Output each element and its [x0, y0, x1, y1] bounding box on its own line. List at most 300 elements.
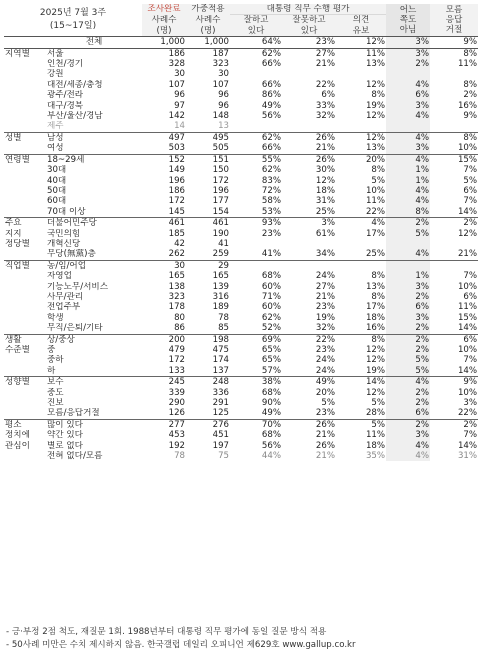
- row-group-label: [4, 271, 46, 281]
- weighted-count-cell: 165: [212, 271, 230, 282]
- footnote-source: - 50사례 미만은 수치 제시하지 않음. 한국갤럽 데일리 오피니언 제629호 www.gallup.co.kr: [6, 640, 356, 650]
- row-group-label: [4, 207, 46, 218]
- good-pct-cell: 53%: [261, 206, 282, 217]
- bad-pct-cell: 27%: [315, 281, 336, 292]
- survey-period-line2: (15~17일): [49, 21, 97, 32]
- poll-table-container: [4, 4, 478, 461]
- row-group-label: [4, 121, 46, 132]
- row-label: 약간 있다: [47, 430, 83, 441]
- good-pct-cell: 68%: [261, 387, 282, 398]
- dont-know-pct-cell: 2%: [386, 419, 430, 430]
- dont-know-pct-cell: 5%: [386, 229, 430, 239]
- bad-pct-cell: 26%: [282, 154, 336, 165]
- row-label: 30대: [47, 165, 67, 176]
- weighted-count-cell: 150: [212, 165, 230, 176]
- weighted-count-cell: 13: [218, 121, 230, 132]
- good-pct-cell: 93%: [230, 218, 282, 229]
- opinion-pct-cell: 16%: [365, 323, 386, 334]
- weighted-count-cell: 96: [218, 100, 230, 111]
- bad-pct-cell: 33%: [315, 100, 336, 111]
- bad-pct-cell: [282, 239, 336, 249]
- no-response-pct-cell: 12%: [457, 228, 478, 239]
- opinion-pct-cell: 19%: [365, 365, 386, 376]
- opinion-pct-cell: [336, 121, 386, 132]
- opinion-pct-cell: 10%: [365, 185, 386, 196]
- sample-count-cell: 152: [142, 154, 186, 165]
- row-group-label: [4, 249, 46, 260]
- good-pct-cell: 86%: [261, 90, 282, 101]
- good-header: 잘하고 있다: [230, 15, 282, 37]
- good-pct-cell: 68%: [261, 271, 282, 282]
- dont-know-pct-cell: 4%: [386, 377, 430, 388]
- bad-pct-cell: 26%: [282, 132, 336, 143]
- row-label: 중하: [47, 355, 64, 366]
- opinion-pct-cell: 17%: [365, 302, 386, 313]
- no-response-pct-cell: 14%: [457, 365, 478, 376]
- good-pct-cell: 55%: [230, 154, 282, 165]
- row-label: 전업주부: [47, 302, 81, 313]
- sample-count-cell: 479: [168, 345, 186, 355]
- weighted-count-cell: 85: [218, 323, 230, 334]
- dont-know-pct-cell: 3%: [386, 282, 430, 292]
- opinion-pct-cell: 13%: [365, 59, 386, 70]
- sample-count-cell: 503: [168, 143, 186, 154]
- survey-period-header: [4, 4, 142, 37]
- sample-count-cell: 126: [168, 408, 186, 419]
- dont-know-pct-cell: 4%: [386, 132, 430, 143]
- good-pct-cell: 56%: [261, 440, 282, 451]
- no-response-pct-cell: 8%: [463, 79, 478, 90]
- dont-know-pct-cell: 3%: [386, 430, 430, 440]
- dont-know-pct-cell: 3%: [386, 313, 430, 323]
- row-group-label: [4, 388, 46, 398]
- table-row: [4, 441, 478, 451]
- row-group-label: 평소: [4, 419, 46, 430]
- row-group-label: [4, 355, 46, 365]
- sample-count-cell: 1,000: [142, 37, 186, 48]
- opinion-pct-cell: 8%: [371, 165, 386, 176]
- no-response-pct-cell: [430, 69, 478, 79]
- sample-count-cell: 149: [168, 165, 186, 176]
- bad-pct-cell: 23%: [282, 37, 336, 48]
- row-group-label: [4, 186, 46, 196]
- sample-count-cell: 262: [168, 249, 186, 260]
- no-response-pct-cell: 7%: [463, 355, 478, 366]
- dont-know-pct-cell: [386, 121, 430, 132]
- table-row: [4, 282, 478, 292]
- bad-pct-cell: 19%: [315, 312, 336, 323]
- table-row: [4, 121, 478, 132]
- table-row: [4, 302, 478, 312]
- sample-count-cell: 133: [168, 365, 186, 376]
- row-group-label: [4, 176, 46, 186]
- bad-pct-cell: 34%: [315, 249, 336, 260]
- dont-know-pct-cell: 2%: [386, 398, 430, 408]
- bad-pct-cell: 23%: [315, 345, 336, 355]
- opinion-pct-cell: 12%: [365, 355, 386, 366]
- good-pct-cell: 68%: [261, 430, 282, 441]
- table-body: [4, 37, 478, 462]
- bad-pct-cell: 5%: [321, 398, 336, 409]
- table-row: [4, 313, 478, 323]
- sample-count-cell: 196: [168, 175, 186, 186]
- opinion-pct-cell: 28%: [365, 408, 386, 419]
- good-pct-cell: 66%: [261, 59, 282, 70]
- row-group-label: 성별: [4, 132, 46, 143]
- row-group-label: [4, 69, 46, 79]
- no-response-pct-cell: 14%: [457, 323, 478, 334]
- opinion-pct-cell: 19%: [365, 100, 386, 111]
- good-pct-cell: 70%: [230, 419, 282, 430]
- no-response-pct-cell: 10%: [457, 345, 478, 355]
- row-label: 무당(無黨)층: [47, 249, 96, 260]
- table-row: [4, 398, 478, 408]
- bad-pct-cell: 23%: [315, 302, 336, 313]
- sample-count-cell: 323: [168, 291, 186, 302]
- dont-know-pct-cell: [386, 260, 430, 271]
- table-row: [4, 345, 478, 355]
- weighted-count-cell: 177: [212, 196, 230, 207]
- sample-count-cell: 245: [142, 377, 186, 388]
- good-pct-cell: [230, 239, 282, 249]
- dont-know-pct-cell: 5%: [386, 366, 430, 377]
- no-response-pct-cell: 21%: [457, 249, 478, 260]
- opinion-pct-cell: 5%: [371, 175, 386, 186]
- table-row: [4, 207, 478, 218]
- sample-count-cell: 186: [142, 48, 186, 59]
- row-group-label: [4, 165, 46, 175]
- bad-pct-cell: [282, 260, 336, 271]
- good-pct-cell: 49%: [261, 408, 282, 419]
- opinion-pct-cell: 12%: [336, 132, 386, 143]
- good-pct-cell: 62%: [261, 165, 282, 176]
- sample-count-cell: 86: [174, 323, 186, 334]
- bad-pct-cell: 24%: [315, 355, 336, 366]
- no-response-pct-cell: 9%: [430, 37, 478, 48]
- row-group-label: [4, 101, 46, 111]
- row-group-label: 생활: [4, 334, 46, 345]
- dont-know-header: 어느 쪽도 아님: [386, 4, 430, 37]
- opinion-pct-cell: 14%: [336, 377, 386, 388]
- bad-pct-cell: 21%: [315, 291, 336, 302]
- row-group-label: 성향별: [4, 377, 46, 388]
- good-pct-cell: 72%: [261, 185, 282, 196]
- opinion-pct-cell: 35%: [365, 451, 386, 462]
- good-pct-cell: 49%: [261, 100, 282, 111]
- weighted-count-cell: 259: [212, 249, 230, 260]
- sample-count-cell: 497: [142, 132, 186, 143]
- table-row: [4, 59, 478, 69]
- table-row: [4, 419, 478, 430]
- good-pct-cell: 83%: [261, 175, 282, 186]
- row-label: 부산/울산/경남: [47, 111, 103, 122]
- bad-pct-cell: 6%: [321, 90, 336, 101]
- table-row: [4, 154, 478, 165]
- sample-count-cell: 30: [142, 260, 186, 271]
- weighted-count-cell: 189: [212, 302, 230, 313]
- weighted-count-cell: 505: [212, 143, 230, 154]
- no-response-pct-cell: 9%: [463, 111, 478, 122]
- table-row: [4, 132, 478, 143]
- weighted-count-header: 사례수 (명): [186, 15, 230, 37]
- row-group-label: 수준별: [5, 345, 30, 355]
- weighted-count-cell: 154: [212, 206, 230, 217]
- table-row: [4, 37, 478, 48]
- row-label: 강원: [47, 69, 64, 80]
- good-pct-cell: 62%: [261, 312, 282, 323]
- bad-pct-cell: 32%: [315, 323, 336, 334]
- sample-count-cell: 200: [142, 334, 186, 345]
- sample-count-cell: 97: [174, 100, 186, 111]
- weighted-count-cell: 190: [212, 228, 230, 239]
- row-label: 무직/은퇴/기타: [47, 323, 103, 334]
- opinion-pct-cell: 12%: [365, 111, 386, 122]
- table-row: [4, 271, 478, 281]
- dont-know-pct-cell: 1%: [386, 271, 430, 281]
- table-row: [4, 165, 478, 175]
- weighted-count-cell: 107: [212, 79, 230, 90]
- row-label: 기능노무/서비스: [47, 281, 109, 292]
- row-group-label: [4, 323, 46, 334]
- opinion-pct-cell: 11%: [365, 196, 386, 207]
- good-pct-cell: 23%: [261, 228, 282, 239]
- row-group-label: [4, 143, 46, 154]
- good-pct-cell: 66%: [261, 79, 282, 90]
- dont-know-pct-cell: 4%: [386, 441, 430, 451]
- opinion-pct-cell: 12%: [365, 79, 386, 90]
- weighted-count-cell: 475: [212, 345, 230, 355]
- bad-pct-cell: 24%: [315, 365, 336, 376]
- table-row: [4, 196, 478, 206]
- row-group-label: 정당별: [5, 238, 30, 249]
- sample-count-cell: 96: [174, 90, 186, 101]
- opinion-pct-cell: 13%: [365, 143, 386, 154]
- row-label: 서울: [46, 48, 142, 59]
- good-pct-cell: 90%: [261, 398, 282, 409]
- table-row: [4, 69, 478, 79]
- opinion-pct-cell: 20%: [336, 154, 386, 165]
- table-row: [4, 430, 478, 440]
- weighted-count-cell: 1,000: [186, 37, 230, 48]
- dont-know-pct-cell: 8%: [386, 207, 430, 218]
- weighted-count-cell: 461: [186, 218, 230, 229]
- weighted-count-cell: 323: [212, 59, 230, 70]
- dont-know-pct-cell: 3%: [386, 143, 430, 154]
- row-label: 전체: [46, 37, 142, 48]
- no-response-pct-cell: 14%: [457, 440, 478, 451]
- row-group-label: [4, 282, 46, 292]
- no-response-pct-cell: 6%: [463, 185, 478, 196]
- dont-know-pct-cell: 2%: [386, 218, 430, 229]
- weighted-count-cell: 125: [212, 408, 230, 419]
- opinion-pct-cell: 11%: [336, 48, 386, 59]
- sample-count-cell: 145: [168, 206, 186, 217]
- approval-rating-table: [4, 4, 478, 461]
- table-row: [4, 101, 478, 111]
- weighted-count-cell: 196: [212, 185, 230, 196]
- weighted-count-cell: 291: [212, 398, 230, 409]
- bad-pct-cell: 12%: [315, 175, 336, 186]
- row-group-label: [4, 451, 46, 461]
- row-group-label: [4, 90, 46, 100]
- row-label: 농/임/어업: [46, 260, 142, 271]
- row-group-label: 주요: [4, 218, 46, 229]
- dont-know-pct-cell: 5%: [386, 355, 430, 365]
- evaluation-title: 대통령 직무 수행 평가: [230, 4, 386, 15]
- table-row: [4, 218, 478, 229]
- weighted-count-cell: 29: [186, 260, 230, 271]
- table-row: [4, 111, 478, 121]
- good-pct-cell: 62%: [230, 132, 282, 143]
- table-row: [4, 80, 478, 90]
- good-pct-cell: 64%: [230, 37, 282, 48]
- row-label: 사무/관리: [47, 291, 84, 302]
- no-response-pct-cell: 7%: [463, 196, 478, 207]
- table-row: [4, 408, 478, 419]
- bad-pct-cell: 23%: [315, 408, 336, 419]
- opinion-pct-cell: 18%: [365, 440, 386, 451]
- weighted-count-cell: 30: [218, 69, 230, 80]
- sample-count-cell: 339: [168, 387, 186, 398]
- row-label: 인천/경기: [47, 59, 84, 70]
- sample-count-cell: 453: [168, 430, 186, 441]
- row-group-label: 지역별: [4, 48, 46, 59]
- bad-pct-cell: 61%: [315, 228, 336, 239]
- row-group-label: 직업별: [4, 260, 46, 271]
- row-group-label: [4, 292, 46, 302]
- opinion-pct-cell: 17%: [365, 228, 386, 239]
- weighted-count-cell: 96: [218, 90, 230, 101]
- no-response-pct-cell: 11%: [457, 59, 478, 70]
- no-response-pct-cell: 15%: [457, 312, 478, 323]
- sample-count-header: 사례수 (명): [142, 15, 186, 37]
- sample-count-cell: 328: [168, 59, 186, 70]
- opinion-pct-cell: 13%: [365, 281, 386, 292]
- row-label: 대전/세종/충청: [47, 79, 103, 90]
- survey-period-line1: 2025년 7월 3주: [39, 8, 107, 19]
- sample-count-cell: 461: [142, 218, 186, 229]
- row-label: 보수: [46, 377, 142, 388]
- opinion-pct-cell: 8%: [371, 291, 386, 302]
- dont-know-pct-cell: [386, 69, 430, 79]
- row-group-label: [4, 366, 46, 377]
- good-pct-cell: [230, 69, 282, 79]
- dont-know-pct-cell: 3%: [386, 37, 430, 48]
- footnotes: [6, 626, 478, 652]
- no-response-pct-cell: 14%: [457, 206, 478, 217]
- good-pct-cell: 57%: [261, 365, 282, 376]
- bad-pct-cell: 26%: [282, 419, 336, 430]
- sample-count-cell: 178: [168, 302, 186, 313]
- no-response-pct-cell: 15%: [430, 154, 478, 165]
- good-pct-cell: 38%: [230, 377, 282, 388]
- row-label: 진보: [47, 398, 64, 409]
- weighted-count-cell: 495: [186, 132, 230, 143]
- no-response-pct-cell: 9%: [430, 377, 478, 388]
- no-response-pct-cell: 2%: [463, 90, 478, 101]
- bad-pct-cell: 27%: [282, 48, 336, 59]
- no-response-pct-cell: 2%: [430, 218, 478, 229]
- row-group-label: 관심이: [5, 440, 30, 451]
- row-group-label: 지지: [5, 228, 22, 239]
- opinion-pct-cell: [336, 239, 386, 249]
- bad-pct-cell: [282, 121, 336, 132]
- sample-count-cell: 172: [168, 196, 186, 207]
- bad-pct-cell: 22%: [282, 334, 336, 345]
- row-label: 많이 있다: [46, 419, 142, 430]
- sample-count-cell: 14: [174, 121, 186, 132]
- opinion-reserved-header: 의견 유보: [336, 15, 386, 37]
- bad-pct-cell: 32%: [315, 111, 336, 122]
- good-pct-cell: 66%: [261, 143, 282, 154]
- weighted-count-cell: 139: [212, 281, 230, 292]
- bad-pct-cell: 22%: [315, 79, 336, 90]
- weighted-count-cell: 78: [218, 312, 230, 323]
- row-label: 모름/응답거절: [47, 408, 100, 419]
- row-label: 개혁신당: [47, 238, 81, 249]
- no-response-pct-cell: 16%: [457, 100, 478, 111]
- no-response-pct-cell: 7%: [463, 271, 478, 282]
- no-response-pct-cell: 6%: [463, 291, 478, 302]
- row-label: 대구/경북: [47, 100, 84, 111]
- good-pct-cell: 60%: [261, 302, 282, 313]
- row-label: 50대: [47, 185, 67, 196]
- opinion-pct-cell: 5%: [336, 419, 386, 430]
- bad-pct-cell: 21%: [315, 59, 336, 70]
- no-response-pct-cell: [430, 239, 478, 249]
- no-response-pct-cell: [430, 121, 478, 132]
- table-row: [4, 355, 478, 365]
- row-group-label: [4, 196, 46, 206]
- no-response-pct-cell: 7%: [463, 430, 478, 441]
- bad-pct-cell: 21%: [315, 430, 336, 441]
- weighted-count-cell: 336: [212, 387, 230, 398]
- dont-know-pct-cell: 1%: [386, 176, 430, 186]
- dont-know-pct-cell: 4%: [386, 249, 430, 260]
- dont-know-pct-cell: 2%: [386, 59, 430, 69]
- no-response-pct-cell: 10%: [457, 387, 478, 398]
- good-pct-cell: 65%: [261, 355, 282, 366]
- bad-pct-cell: 3%: [282, 218, 336, 229]
- good-pct-cell: 44%: [261, 451, 282, 462]
- dont-know-pct-cell: 4%: [386, 154, 430, 165]
- dont-know-pct-cell: 2%: [386, 323, 430, 334]
- table-row: [4, 260, 478, 271]
- row-label: 더불어민주당: [46, 218, 142, 229]
- sample-count-cell: 138: [168, 281, 186, 292]
- good-pct-cell: 69%: [230, 334, 282, 345]
- dont-know-pct-cell: 6%: [386, 90, 430, 100]
- opinion-pct-cell: 8%: [336, 334, 386, 345]
- dont-know-pct-cell: 4%: [386, 111, 430, 121]
- opinion-pct-cell: [336, 69, 386, 79]
- row-group-label: [4, 37, 46, 48]
- dont-know-pct-cell: 2%: [386, 334, 430, 345]
- no-response-pct-cell: [430, 260, 478, 271]
- good-pct-cell: [230, 121, 282, 132]
- dont-know-pct-cell: 4%: [386, 80, 430, 90]
- bad-pct-cell: 25%: [315, 206, 336, 217]
- opinion-pct-cell: [336, 260, 386, 271]
- opinion-pct-cell: 4%: [336, 218, 386, 229]
- row-label: 광주/전라: [47, 90, 84, 101]
- dont-know-pct-cell: 3%: [386, 101, 430, 111]
- good-pct-cell: 62%: [230, 48, 282, 59]
- bad-pct-cell: 49%: [282, 377, 336, 388]
- sample-count-cell: 186: [168, 185, 186, 196]
- sample-count-cell: 142: [168, 111, 186, 122]
- table-row: [4, 249, 478, 260]
